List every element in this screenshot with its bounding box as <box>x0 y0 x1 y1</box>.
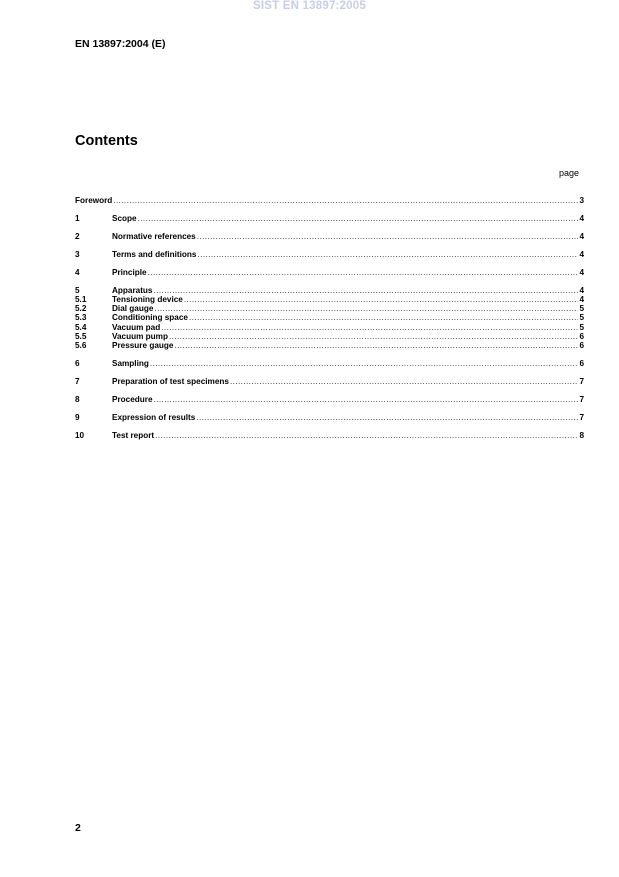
toc-entry-number: 6 <box>75 359 80 369</box>
document-id: EN 13897:2004 (E) <box>75 38 166 50</box>
toc-entry-vacuum-pump[interactable] <box>75 332 584 341</box>
contents-heading: Contents <box>75 133 138 149</box>
toc-entry-number: 5.2 <box>75 304 87 314</box>
toc-entry-page: 3 <box>579 196 584 205</box>
toc-entry-test-report[interactable] <box>75 431 584 440</box>
toc-entry-title: Terms and definitions <box>112 249 197 259</box>
toc-entry-number: 4 <box>75 267 80 277</box>
toc-entry-page: 5 <box>579 304 584 314</box>
toc-leader-dots <box>169 332 578 341</box>
toc-entry-title: Vacuum pad <box>112 322 161 332</box>
toc-entry-pressure-gauge[interactable] <box>75 341 584 350</box>
toc-leader-dots <box>155 431 578 440</box>
toc-entry-page: 7 <box>579 412 584 422</box>
toc-entry-number: 5.6 <box>75 341 87 351</box>
toc-entry-apparatus[interactable] <box>75 286 584 295</box>
toc-entry-normative-references[interactable] <box>75 232 584 241</box>
toc-entry-title: Vacuum pump <box>112 331 168 341</box>
toc-entry-page: 4 <box>579 231 584 241</box>
toc-entry-number: 5 <box>75 285 80 295</box>
toc-entry-page: 4 <box>579 295 584 305</box>
toc-entry-title: Normative references <box>112 231 196 241</box>
toc-leader-dots <box>113 196 578 205</box>
toc-entry-page: 4 <box>579 267 584 277</box>
toc-entry-title: Test report <box>112 430 155 440</box>
toc-entry-title: Scope <box>112 213 137 223</box>
toc-entry-expression-of-results[interactable] <box>75 413 584 422</box>
toc-entry-number: 3 <box>75 249 80 259</box>
toc-leader-dots <box>184 295 579 304</box>
toc-leader-dots <box>154 304 578 313</box>
toc-entry-title: Preparation of test specimens <box>112 377 229 387</box>
toc-entry-page: 6 <box>579 341 584 351</box>
toc-entry-conditioning-space[interactable] <box>75 313 584 322</box>
toc-entry-page: 4 <box>579 213 584 223</box>
toc-entry-number: 2 <box>75 231 80 241</box>
toc-entry-title: Expression of results <box>112 412 196 422</box>
toc-entry-foreword[interactable] <box>75 196 584 205</box>
toc-entry-number: 9 <box>75 412 80 422</box>
toc-entry-page: 4 <box>579 249 584 259</box>
toc-entry-number: 5.5 <box>75 331 87 341</box>
toc-entry-title: Procedure <box>112 395 153 404</box>
toc-entry-number: 1 <box>75 213 80 223</box>
toc-entry-scope[interactable] <box>75 214 584 223</box>
toc-entry-title: Conditioning space <box>112 313 188 323</box>
toc-entry-page: 4 <box>579 285 584 295</box>
toc-leader-dots <box>154 286 579 295</box>
toc-entry-number: 10 <box>75 430 85 440</box>
watermark: SIST EN 13897:2005 <box>253 0 366 12</box>
toc-leader-dots <box>174 341 578 350</box>
toc-entry-dial-gauge[interactable] <box>75 304 584 313</box>
toc-leader-dots <box>148 268 579 277</box>
toc-entry-page: 8 <box>579 430 584 440</box>
toc-leader-dots <box>189 313 578 322</box>
toc-entry-number: 5.3 <box>75 313 87 323</box>
toc-entry-page: 7 <box>579 395 584 404</box>
toc-entry-title: Apparatus <box>112 285 153 295</box>
toc-entry-number: 8 <box>75 395 80 404</box>
toc-entry-page: 6 <box>579 331 584 341</box>
toc-leader-dots <box>230 377 579 386</box>
toc-entry-principle[interactable] <box>75 268 584 277</box>
page-number: 2 <box>75 822 81 834</box>
toc-entry-title: Tensioning device <box>112 295 183 305</box>
toc-entry-sampling[interactable] <box>75 359 584 368</box>
toc-leader-dots <box>197 250 578 259</box>
toc-entry-title: Foreword <box>75 196 113 205</box>
toc-entry-vacuum-pad[interactable] <box>75 323 584 332</box>
toc-leader-dots <box>161 323 578 332</box>
toc-entry-terms-and-definitions[interactable] <box>75 250 584 259</box>
toc-entry-tensioning-device[interactable] <box>75 295 584 304</box>
table-of-contents <box>75 196 584 440</box>
toc-entry-title: Dial gauge <box>112 304 154 314</box>
toc-entry-title: Pressure gauge <box>112 341 174 351</box>
toc-entry-page: 5 <box>579 322 584 332</box>
toc-entry-number: 5.4 <box>75 322 87 332</box>
toc-entry-title: Sampling <box>112 359 149 369</box>
page-column-label: page <box>558 168 579 178</box>
toc-entry-number: 7 <box>75 377 80 387</box>
toc-leader-dots <box>150 359 579 368</box>
toc-entry-page: 7 <box>579 377 584 387</box>
toc-entry-procedure[interactable] <box>75 395 584 404</box>
toc-entry-title: Principle <box>112 267 147 277</box>
toc-leader-dots <box>138 214 579 223</box>
toc-entry-preparation-of-test-specimens[interactable] <box>75 377 584 386</box>
toc-entry-page: 5 <box>579 313 584 323</box>
toc-leader-dots <box>197 232 579 241</box>
toc-entry-number: 5.1 <box>75 295 87 305</box>
toc-leader-dots <box>196 413 578 422</box>
toc-entry-page: 6 <box>579 359 584 369</box>
toc-leader-dots <box>154 395 579 404</box>
